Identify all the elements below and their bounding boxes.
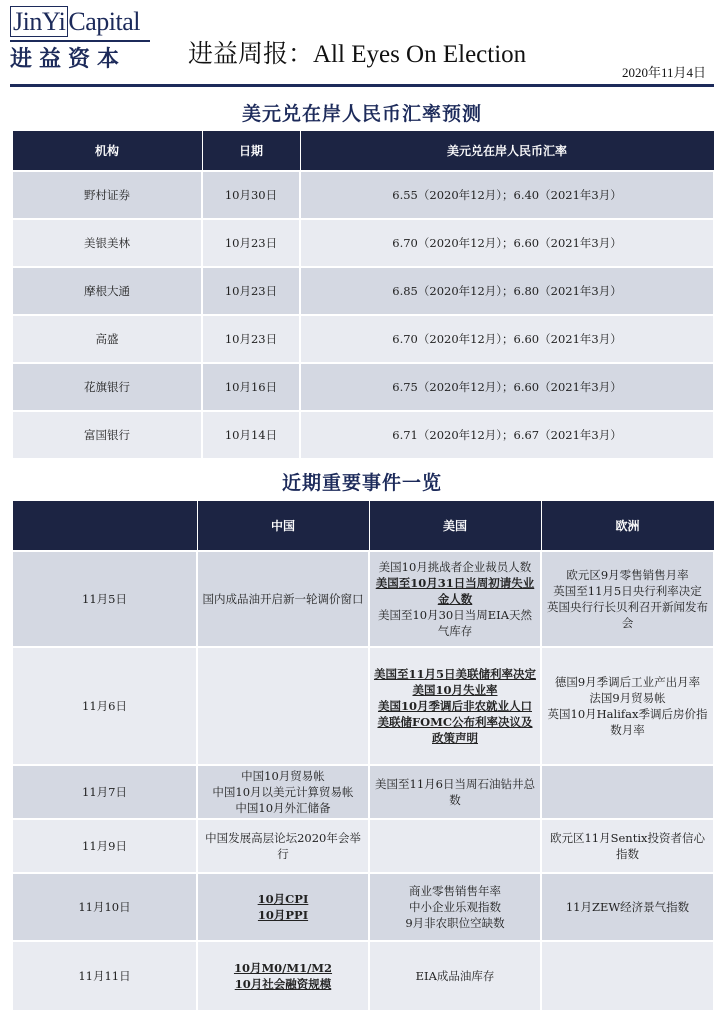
cell-forecast: 6.71（2020年12月）；6.67（2021年3月）	[300, 411, 714, 459]
cell-eu	[541, 819, 714, 873]
cell-date: 10月23日	[202, 219, 300, 267]
table-row	[12, 941, 714, 1011]
cell-us	[369, 647, 541, 765]
cell-forecast: 6.55（2020年12月）；6.40（2021年3月）	[300, 171, 714, 219]
column-header: 日期	[202, 131, 300, 171]
cell-forecast: 6.70（2020年12月）；6.60（2021年3月）	[300, 315, 714, 363]
event-item: 中国10月外汇储备	[235, 800, 331, 815]
events-table	[11, 500, 715, 1012]
event-item: 美国10月季调后非农就业人口	[377, 698, 532, 713]
cell-us	[369, 873, 541, 941]
event-item: 中国发展高层论坛2020年会举行	[205, 830, 361, 861]
report-header	[0, 0, 724, 90]
event-item: 商业零售销售年率	[409, 883, 501, 898]
cell-date: 11月5日	[12, 551, 197, 647]
events-title: 近期重要事件一览	[281, 472, 442, 494]
column-header: 欧洲	[541, 501, 714, 551]
event-item: 英国至11月5日央行利率决定	[553, 583, 702, 598]
cell-date: 11月10日	[12, 873, 197, 941]
event-item: 美国至10月30日当周EIA天然气库存	[377, 607, 532, 638]
event-item: 英国央行行长贝利召开新闻发布会	[547, 599, 708, 630]
report-title: 进益周报：All Eyes On Election	[188, 41, 527, 68]
column-header: 中国	[197, 501, 369, 551]
fx-forecast-table	[11, 130, 715, 460]
table-row	[12, 819, 714, 873]
cell-forecast: 6.85（2020年12月）；6.80（2021年3月）	[300, 267, 714, 315]
logo-divider	[10, 40, 150, 42]
cell-china	[197, 765, 369, 819]
table-row	[12, 267, 714, 315]
cell-us	[369, 765, 541, 819]
logo-cn: 进益资本	[10, 46, 127, 72]
cell-forecast: 6.75（2020年12月）；6.60（2021年3月）	[300, 363, 714, 411]
event-item: 美国10月挑战者企业裁员人数	[378, 559, 532, 574]
fx-forecast-title: 美元兑在岸人民币汇率预测	[241, 103, 482, 125]
cell-china	[197, 551, 369, 647]
event-item: 10月PPI	[257, 907, 309, 922]
event-item: 欧元区9月零售销售月率	[566, 567, 689, 582]
logo-en-suffix: Capital	[68, 7, 141, 36]
event-item: 法国9月贸易帐	[589, 690, 666, 705]
table-row	[12, 315, 714, 363]
cell-institution: 高盛	[12, 315, 202, 363]
event-item: 中小企业乐观指数	[409, 899, 501, 914]
cell-date: 10月14日	[202, 411, 300, 459]
cell-date: 10月16日	[202, 363, 300, 411]
cell-institution: 美银美林	[12, 219, 202, 267]
cell-us	[369, 941, 541, 1011]
cell-forecast: 6.70（2020年12月）；6.60（2021年3月）	[300, 219, 714, 267]
event-item: 美国至11月6日当周石油钻井总数	[375, 776, 535, 807]
event-item: 英国10月Halifax季调后房价指数月率	[547, 706, 708, 737]
event-item: 9月非农职位空缺数	[405, 915, 505, 930]
cell-institution: 野村证券	[12, 171, 202, 219]
table-row	[12, 551, 714, 647]
cell-china	[197, 941, 369, 1011]
table-row	[12, 647, 714, 765]
event-item: 11月ZEW经济景气指数	[565, 899, 690, 914]
event-item: 美国至11月5日美联储利率决定	[373, 666, 536, 681]
event-item: 10月社会融资规模	[234, 976, 332, 991]
event-item: 国内成品油开启新一轮调价窗口	[202, 591, 364, 606]
cell-institution: 摩根大通	[12, 267, 202, 315]
column-header: 美元兑在岸人民币汇率	[300, 131, 714, 171]
event-item: 美国至10月31日当周初请失业金人数	[375, 575, 535, 606]
cell-eu	[541, 647, 714, 765]
event-item: 中国10月以美元计算贸易帐	[212, 784, 354, 799]
column-header	[12, 501, 197, 551]
event-item: 美国10月失业率	[412, 682, 498, 697]
table-row	[12, 171, 714, 219]
event-item: 美联储FOMC公布利率决议及政策声明	[377, 714, 533, 745]
cell-china	[197, 647, 369, 765]
table-row	[12, 363, 714, 411]
event-item: 10月CPI	[257, 891, 309, 906]
event-item: 10月M0/M1/M2	[233, 960, 333, 975]
cell-date: 10月23日	[202, 267, 300, 315]
table-row	[12, 411, 714, 459]
cell-china	[197, 819, 369, 873]
event-item: EIA成品油库存	[415, 968, 495, 983]
cell-institution: 花旗银行	[12, 363, 202, 411]
cell-eu	[541, 873, 714, 941]
report-date: 2020年11月4日	[621, 65, 706, 80]
logo-en-prefix: JinYi	[10, 6, 68, 37]
cell-date: 11月9日	[12, 819, 197, 873]
cell-china	[197, 873, 369, 941]
column-header: 机构	[12, 131, 202, 171]
cell-date: 10月23日	[202, 315, 300, 363]
cell-us	[369, 819, 541, 873]
cell-us	[369, 551, 541, 647]
cell-eu	[541, 941, 714, 1011]
cell-eu	[541, 765, 714, 819]
cell-date: 11月6日	[12, 647, 197, 765]
table-row	[12, 765, 714, 819]
cell-date: 11月7日	[12, 765, 197, 819]
cell-eu	[541, 551, 714, 647]
event-item: 中国10月贸易帐	[241, 768, 325, 783]
cell-date: 11月11日	[12, 941, 197, 1011]
table-row	[12, 873, 714, 941]
column-header: 美国	[369, 501, 541, 551]
company-logo	[10, 8, 152, 73]
table-row	[12, 219, 714, 267]
cell-institution: 富国银行	[12, 411, 202, 459]
cell-date: 10月30日	[202, 171, 300, 219]
header-divider	[10, 84, 714, 87]
event-item: 德国9月季调后工业产出月率	[554, 674, 701, 689]
event-item: 欧元区11月Sentix投资者信心指数	[549, 830, 705, 861]
